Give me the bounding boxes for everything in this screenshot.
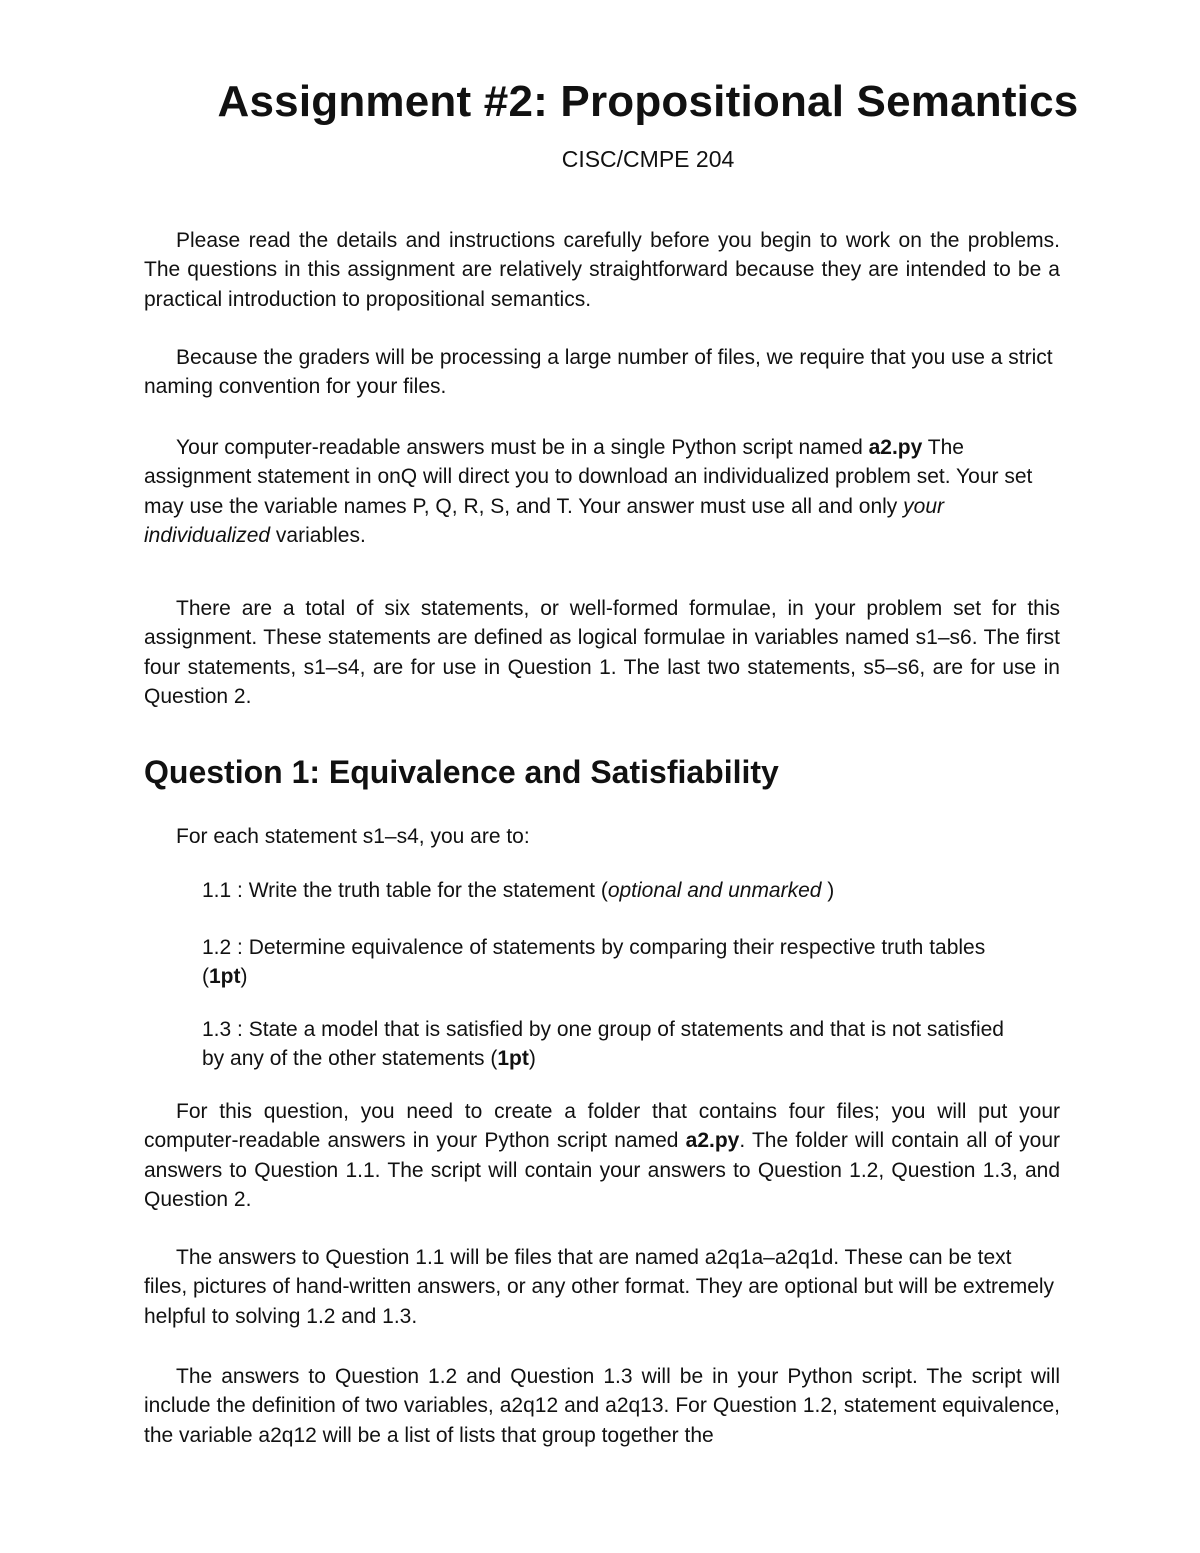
task-text-end: ) bbox=[821, 879, 835, 902]
task-points: 1pt bbox=[497, 1047, 529, 1071]
paragraph-text: . The folder will contain all of your answers to Question 1.1. The script will contain your answers to Question 1.2, Question 1.3, and Question 2. bbox=[144, 1129, 1060, 1211]
intro-paragraph-4: There are a total of six statements, or well-formed formulae, in your problem set for this assignment. These statements are defined as logical formulae in variables named s1–s6. The first four statements, s1–s4, are for use in Question 1. The last two statements, s5–s6, are for use in Question 2. bbox=[144, 597, 1060, 708]
task-text: 1.2 : Determine equivalence of statements by comparing their respective truth tables ( bbox=[202, 936, 986, 989]
script-filename: a2.py bbox=[868, 436, 923, 459]
question-1-paragraph-folder bbox=[144, 1097, 1060, 1214]
task-points: 1pt bbox=[209, 965, 241, 989]
paragraph-text: Your computer-readable answers must be in a single Python script named bbox=[176, 436, 869, 459]
intro-paragraph-3 bbox=[144, 433, 1060, 550]
paragraph-text: variables. bbox=[270, 523, 366, 547]
paragraph-text: For this question, you need to create a folder that contains four files; you will put your computer-readable answers in your Python script named bbox=[144, 1100, 1060, 1153]
task-text-end: ) bbox=[528, 1047, 536, 1071]
task-item-1-1 bbox=[202, 876, 1022, 905]
question-1-heading: Question 1: Equivalence and Satisfiability bbox=[144, 754, 779, 790]
course-code: CISC/CMPE 204 bbox=[561, 146, 735, 172]
question-1-lead: For each statement s1–s4, you are to: bbox=[176, 825, 530, 848]
question-1-paragraph-files: The answers to Question 1.1 will be files that are named a2q1a–a2q1d. These can be text files, pictures of hand-written answers, or any other format. They are optional but will be extremely helpful to solving 1.2 and 1.3. bbox=[144, 1246, 1055, 1328]
script-filename: a2.py bbox=[685, 1129, 740, 1153]
paragraph-text: The assignment statement in onQ will direct you to download an individualized problem set. Your set may use the variable names P, Q, R, S, and T. Your answer must use all and only bbox=[144, 436, 1033, 518]
intro-paragraph-2: Because the graders will be processing a large number of files, we require that you use a strict naming convention for your files. bbox=[144, 346, 1053, 399]
task-text: 1.1 : Write the truth table for the statement ( bbox=[202, 879, 608, 902]
page-title: Assignment #2: Propositional Semantics bbox=[217, 77, 1079, 126]
question-1-paragraph-script: The answers to Question 1.2 and Question 1.3 will be in your Python script. The script will include the definition of two variables, a2q12 and a2q13. For Question 1.2, statement equivalence, the variable a2q12 will be a list of lists that group together the bbox=[144, 1365, 1060, 1447]
emphasis-text: your individualized bbox=[144, 494, 944, 547]
task-note: optional and unmarked bbox=[607, 879, 822, 902]
task-text-end: ) bbox=[240, 965, 248, 989]
task-item-1-3 bbox=[202, 1015, 1022, 1074]
task-text: 1.3 : State a model that is satisfied by one group of statements and that is not satisfied by any of the other statements ( bbox=[202, 1018, 1004, 1071]
task-item-1-2 bbox=[202, 933, 1022, 992]
intro-paragraph-1: Please read the details and instructions carefully before you begin to work on the problems. The questions in this assignment are relatively straightforward because they are intended to be a practical introduction to propositional semantics. bbox=[144, 229, 1060, 311]
